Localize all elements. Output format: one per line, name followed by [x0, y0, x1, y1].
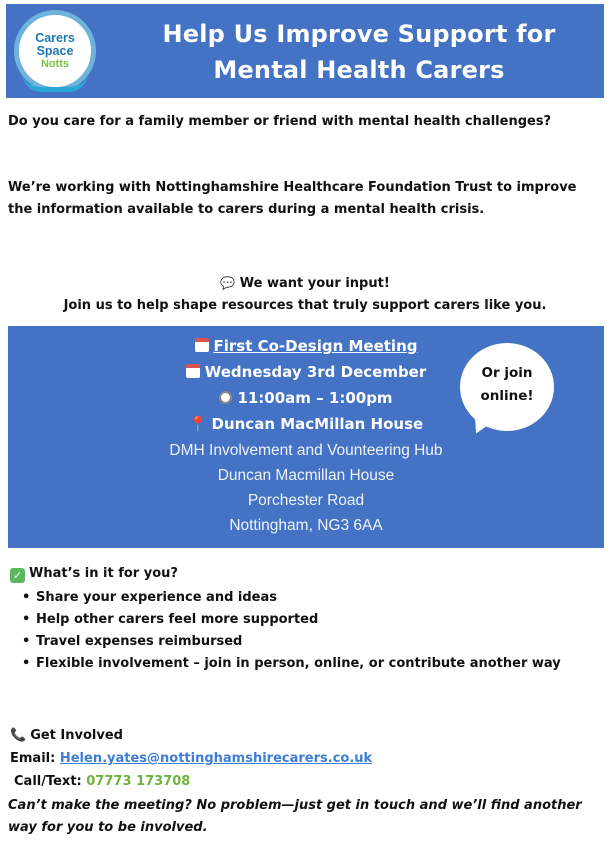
- calendar-icon: [195, 338, 209, 352]
- page-title: Help Us Improve Support for Mental Health Carers: [162, 20, 556, 84]
- address-line-4: Nottingham, NG3 6AA: [229, 517, 383, 534]
- address-line-1: DMH Involvement and Vounteering Hub: [169, 442, 443, 459]
- meeting-box: [8, 326, 604, 548]
- benefits-list: [20, 587, 600, 675]
- input-subheading: Join us to help shape resources that truly support carers like you.: [63, 298, 547, 313]
- speech-bubble-icon: 💬: [220, 276, 236, 290]
- meeting-title: First Co-Design Meeting: [213, 337, 418, 355]
- email-link[interactable]: Helen.yates@nottinghamshirecarers.co.uk: [59, 751, 373, 766]
- join-online-bubble: [460, 343, 554, 431]
- join-online-text: Or join online!: [480, 365, 534, 404]
- carers-space-notts-logo: [14, 10, 96, 92]
- logo-text: [19, 32, 91, 71]
- intro-question: Do you care for a family member or friend with mental health challenges?: [8, 114, 552, 129]
- meeting-date: Wednesday 3rd December: [204, 363, 427, 381]
- list-item: • Flexible involvement – join in person, online, or contribute another way: [20, 653, 600, 675]
- meeting-venue: Duncan MacMillan House: [211, 415, 424, 433]
- list-item: • Share your experience and ideas: [20, 587, 600, 609]
- clock-icon: [219, 391, 232, 404]
- email-label: Email:: [10, 751, 56, 766]
- logo-line-1: Carers: [35, 31, 75, 45]
- logo-hands-icon: [22, 73, 88, 92]
- input-heading: We want your input!: [239, 276, 390, 291]
- meeting-time: 11:00am – 1:00pm: [237, 389, 393, 407]
- location-pin-icon: 📍: [188, 415, 208, 433]
- closing-note: Can’t make the meeting? No problem—just get in touch and we’ll find another way for you to be involved.: [8, 798, 582, 835]
- contact-heading: Get Involved: [30, 728, 123, 743]
- list-item: • Help other carers feel more supported: [20, 609, 600, 631]
- header-banner: [6, 4, 604, 98]
- checkmark-icon: ✓: [10, 568, 25, 583]
- intro-working: We’re working with Nottinghamshire Healthcare Foundation Trust to improve the information available to carers during a mental health crisis.: [8, 180, 577, 217]
- call-label: Call/Text:: [14, 774, 82, 789]
- input-heading-line: [0, 272, 610, 295]
- logo-line-2: Space: [36, 44, 74, 58]
- address-line-3: Porchester Road: [247, 492, 365, 509]
- call-line: [14, 771, 190, 793]
- list-item: • Travel expenses reimbursed: [20, 631, 600, 653]
- address-line-2: Duncan Macmillan House: [217, 467, 395, 484]
- date-calendar-icon: [186, 364, 200, 378]
- phone-icon: 📞: [10, 728, 27, 743]
- contact-heading-line: [10, 725, 123, 747]
- logo-line-3: Notts: [40, 58, 70, 70]
- email-line: [10, 748, 372, 770]
- benefits-heading: What’s in it for you?: [29, 566, 178, 581]
- phone-number[interactable]: 07773 173708: [86, 774, 191, 789]
- benefits-heading-line: [10, 563, 178, 585]
